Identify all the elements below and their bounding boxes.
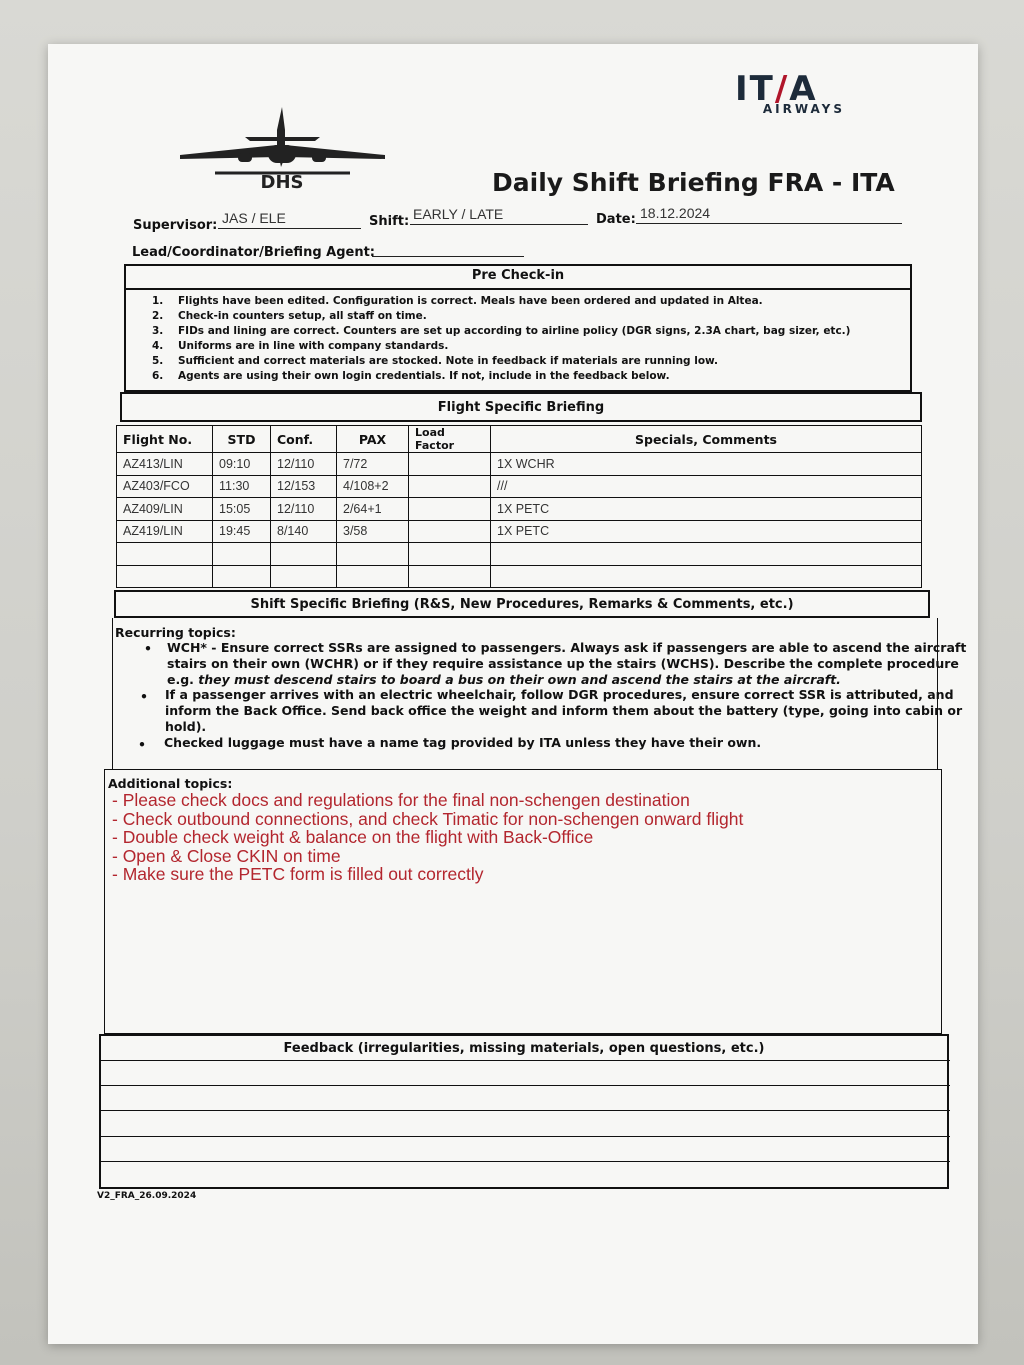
recurring-item-wch: WCH* - Ensure correct SSRs are assigned to passengers. Always ask if passengers are able to ascend the aircraft stairs on their own (WCHR) or if they require assistance up the stairs (WCHS). Describe the complete procedure e.g. they must descend stairs to board a bus on their own and ascend the stairs at the aircraft. bbox=[167, 640, 967, 687]
col-load-factor: Load Factor bbox=[409, 426, 491, 453]
cell: 11:30 bbox=[213, 475, 271, 498]
pre-checkin-item: 5. Sufficient and correct materials are stocked. Note in feedback if materials are running low. bbox=[152, 355, 719, 367]
feedback-line bbox=[100, 1060, 950, 1061]
feedback-title: Feedback (irregularities, missing materials, open questions, etc.) bbox=[283, 1041, 765, 1056]
pre-checkin-title: Pre Check-in bbox=[471, 268, 565, 283]
pre-checkin-item: 2. Check-in counters setup, all staff on time. bbox=[152, 310, 427, 322]
bullet-dot: • bbox=[140, 689, 148, 704]
cell: 19:45 bbox=[213, 520, 271, 543]
cell bbox=[213, 565, 271, 588]
flights-table bbox=[116, 425, 922, 588]
pre-checkin-item: 6. Agents are using their own login credentials. If not, include in the feedback below. bbox=[152, 370, 670, 382]
cell: 09:10 bbox=[213, 453, 271, 476]
additional-item: - Make sure the PETC form is filled out correctly bbox=[112, 864, 484, 884]
shift-line bbox=[410, 224, 588, 225]
cell: AZ413/LIN bbox=[117, 453, 213, 476]
cell: 2/64+1 bbox=[337, 498, 409, 521]
feedback-line bbox=[100, 1085, 950, 1086]
additional-item: - Please check docs and regulations for the final non-schengen destination bbox=[112, 790, 690, 810]
pre-checkin-item: 3. FIDs and lining are correct. Counters are set up according to airline policy (DGR signs, 2.3A chart, bag sizer, etc.) bbox=[152, 325, 851, 337]
table-row bbox=[117, 565, 922, 588]
shift-value: EARLY / LATE bbox=[413, 206, 504, 222]
col-flight-no: Flight No. bbox=[117, 426, 213, 453]
additional-label: Additional topics: bbox=[108, 776, 233, 791]
additional-item: - Open & Close CKIN on time bbox=[112, 845, 341, 866]
additional-item: - Double check weight & balance on the flight with Back-Office bbox=[112, 827, 594, 847]
table-row bbox=[117, 520, 922, 543]
pre-checkin-item: 4. Uniforms are in line with company standards. bbox=[152, 340, 449, 352]
cell: 8/140 bbox=[271, 520, 337, 543]
supervisor-value: JAS / ELE bbox=[222, 210, 286, 226]
dhs-plane-logo bbox=[175, 105, 390, 190]
cell: AZ419/LIN bbox=[117, 520, 213, 543]
recurring-item-luggage: Checked luggage must have a name tag provided by ITA unless they have their own. bbox=[164, 735, 762, 750]
cell: 1X WCHR bbox=[491, 453, 922, 476]
cell bbox=[271, 543, 337, 566]
cell bbox=[409, 453, 491, 476]
table-row bbox=[117, 498, 922, 521]
version-footer: V2_FRA_26.09.2024 bbox=[97, 1191, 197, 1201]
cell bbox=[271, 565, 337, 588]
dhs-logo-text: DHS bbox=[260, 172, 304, 190]
col-conf: Conf. bbox=[271, 426, 337, 453]
additional-item: - Check outbound connections, and check Timatic for non-schengen onward flight bbox=[112, 808, 744, 829]
table-row bbox=[117, 475, 922, 498]
cell: /// bbox=[491, 475, 922, 498]
feedback-line bbox=[100, 1136, 950, 1137]
pre-checkin-item: 1. Flights have been edited. Configuration is correct. Meals have been ordered and updated in Altea. bbox=[152, 295, 763, 307]
lead-line bbox=[372, 256, 524, 257]
recurring-label: Recurring topics: bbox=[115, 625, 236, 640]
bullet-dot: • bbox=[138, 737, 146, 752]
flight-briefing-title: Flight Specific Briefing bbox=[437, 400, 605, 415]
cell bbox=[491, 543, 922, 566]
additional-list bbox=[112, 791, 743, 884]
cell: 12/153 bbox=[271, 475, 337, 498]
ita-airways-logo: IT/A AIRWAYS bbox=[735, 69, 845, 116]
cell bbox=[337, 543, 409, 566]
cell bbox=[117, 543, 213, 566]
supervisor-label: Supervisor: bbox=[133, 218, 218, 233]
lead-label: Lead/Coordinator/Briefing Agent: bbox=[132, 245, 376, 260]
cell bbox=[409, 475, 491, 498]
cell bbox=[409, 565, 491, 588]
feedback-header bbox=[99, 1038, 949, 1060]
cell bbox=[409, 543, 491, 566]
cell: 1X PETC bbox=[491, 498, 922, 521]
date-label: Date: bbox=[596, 212, 636, 227]
table-header-row bbox=[117, 426, 922, 453]
col-specials: Specials, Comments bbox=[491, 426, 922, 453]
cell: AZ409/LIN bbox=[117, 498, 213, 521]
supervisor-line bbox=[218, 228, 361, 229]
cell: 12/110 bbox=[271, 453, 337, 476]
pre-checkin-list bbox=[152, 294, 850, 384]
cell bbox=[409, 498, 491, 521]
cell bbox=[117, 565, 213, 588]
feedback-line bbox=[100, 1110, 950, 1111]
feedback-line bbox=[100, 1161, 950, 1162]
shift-briefing-title: Shift Specific Briefing (R&S, New Procedures, Remarks & Comments, etc.) bbox=[250, 597, 794, 612]
shift-label: Shift: bbox=[369, 214, 410, 229]
date-line bbox=[636, 223, 902, 224]
cell bbox=[213, 543, 271, 566]
table-row bbox=[117, 543, 922, 566]
cell bbox=[337, 565, 409, 588]
recurring-item-wheelchair: If a passenger arrives with an electric wheelchair, follow DGR procedures, ensure correct SSR is attributed, and inform the Back Office. Send back office the weight and inform them about the battery (type, going into cabin or hold). bbox=[165, 687, 963, 734]
col-pax: PAX bbox=[337, 426, 409, 453]
cell: 4/108+2 bbox=[337, 475, 409, 498]
cell: 3/58 bbox=[337, 520, 409, 543]
cell: 12/110 bbox=[271, 498, 337, 521]
cell: 7/72 bbox=[337, 453, 409, 476]
cell: AZ403/FCO bbox=[117, 475, 213, 498]
cell bbox=[491, 565, 922, 588]
cell bbox=[409, 520, 491, 543]
pre-checkin-header bbox=[124, 264, 912, 290]
shift-briefing-header bbox=[114, 590, 930, 618]
col-std: STD bbox=[213, 426, 271, 453]
bullet-dot: • bbox=[144, 641, 152, 656]
table-row bbox=[117, 453, 922, 476]
flight-briefing-header bbox=[120, 392, 922, 422]
page-title: Daily Shift Briefing FRA - ITA bbox=[492, 168, 895, 197]
cell: 15:05 bbox=[213, 498, 271, 521]
date-value: 18.12.2024 bbox=[640, 205, 711, 221]
cell: 1X PETC bbox=[491, 520, 922, 543]
